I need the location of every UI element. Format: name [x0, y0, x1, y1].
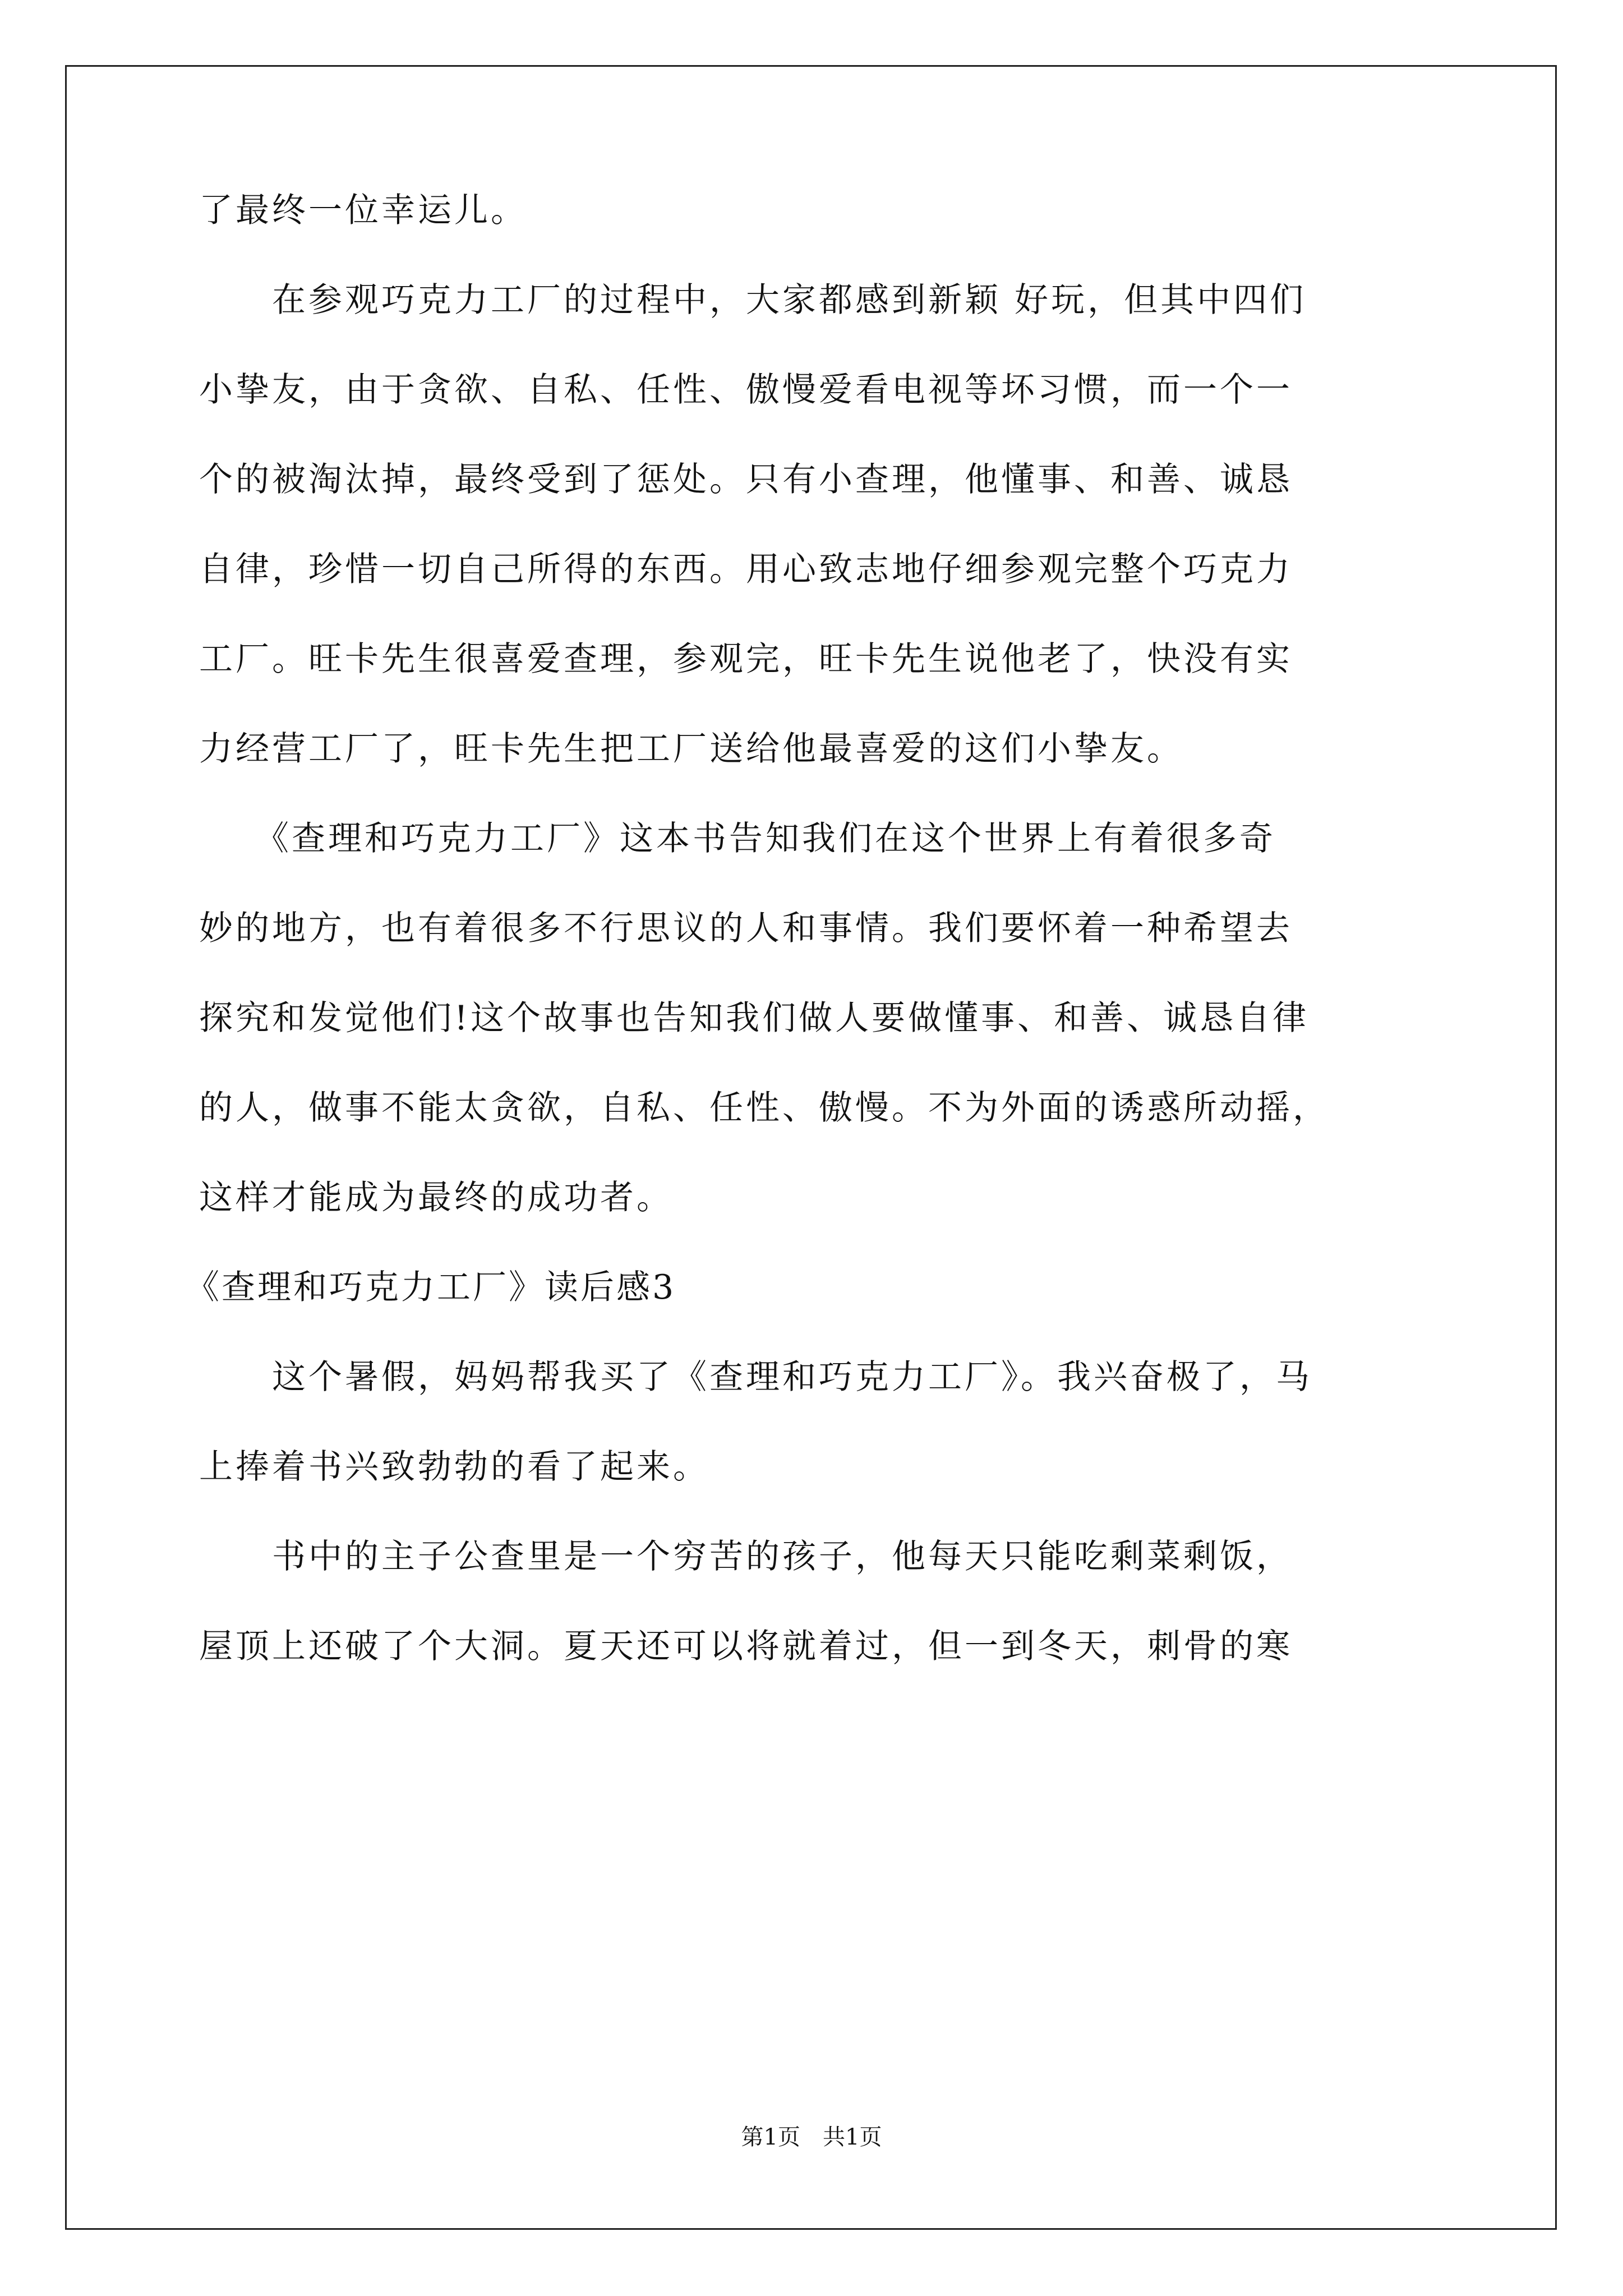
text-line: 的人，做事不能太贪欲，自私、任性、傲慢。不为外面的诱惑所动摇，	[199, 1088, 1329, 1128]
text-line: 工厂。旺卡先生很喜爱查理，参观完，旺卡先生说他老了，快没有实	[199, 639, 1293, 679]
section-heading: 《查理和巧克力工厂》读后感3	[186, 1268, 676, 1307]
text-line: 小挚友，由于贪欲、自私、任性、傲慢爱看电视等坏习惯，而一个一	[199, 370, 1293, 409]
text-line: 力经营工厂了，旺卡先生把工厂送给他最喜爱的这们小挚友。	[199, 729, 1183, 769]
text-line: 这样才能成为最终的成功者。	[199, 1178, 673, 1217]
text-line: 个的被淘汰掉，最终受到了惩处。只有小查理，他懂事、和善、诚恳	[199, 460, 1293, 499]
text-line: 自律，珍惜一切自己所得的东西。用心致志地仔细参观完整个巧克力	[199, 550, 1293, 589]
text-line: 在参观巧克力工厂的过程中，大家都感到新颖 好玩，但其中四们	[199, 280, 1307, 320]
page-number: 第1页 共1页	[741, 2124, 882, 2150]
text-line: 《查理和巧克力工厂》这本书告知我们在这个世界上有着很多奇	[199, 819, 1276, 858]
text-line: 探究和发觉他们!这个故事也告知我们做人要做懂事、和善、诚恳自律	[199, 999, 1310, 1038]
text-line: 妙的地方，也有着很多不行思议的人和事情。我们要怀着一种希望去	[199, 909, 1293, 948]
text-line: 这个暑假，妈妈帮我买了《查理和巧克力工厂》。我兴奋极了，马	[199, 1358, 1312, 1397]
text-line: 了最终一位幸运儿。	[199, 191, 527, 230]
text-line: 书中的主子公查里是一个穷苦的孩子，他每天只能吃剩菜剩饭，	[199, 1537, 1293, 1576]
text-line: 上捧着书兴致勃勃的看了起来。	[199, 1447, 709, 1487]
text-line: 屋顶上还破了个大洞。夏天还可以将就着过，但一到冬天，刺骨的寒	[199, 1627, 1293, 1666]
